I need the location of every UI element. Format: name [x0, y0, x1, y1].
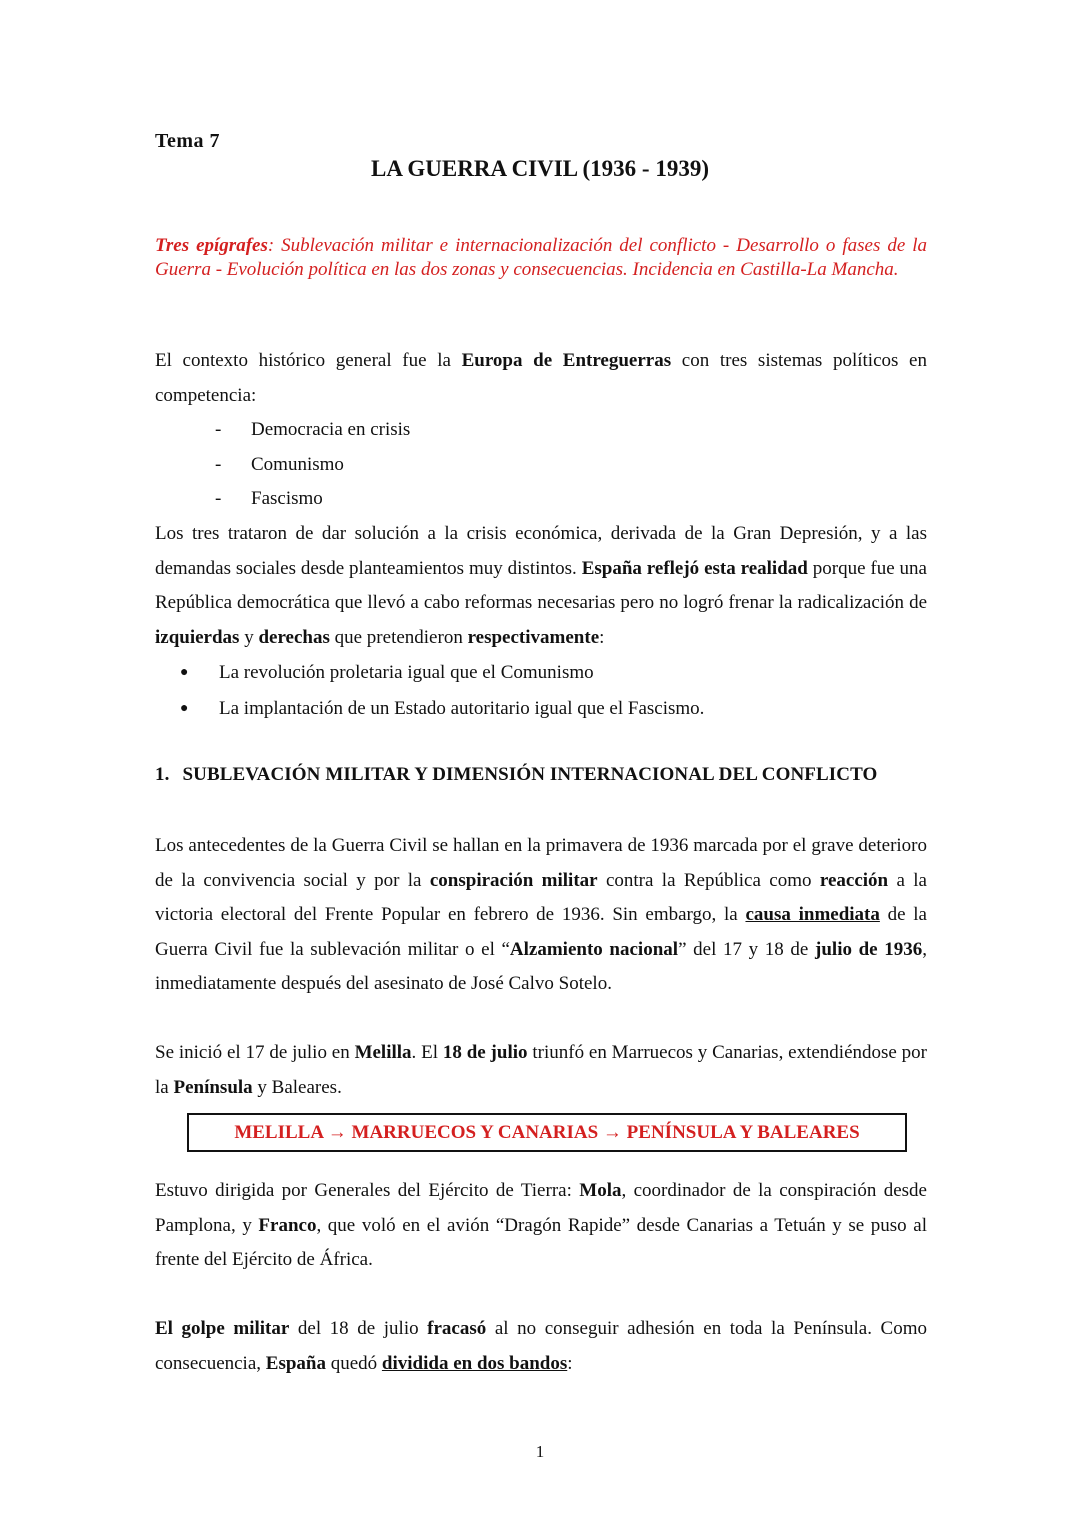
text-run: que pretendieron — [329, 626, 468, 648]
text-run: , coordinador de la conspiración desde Pamplona, y — [155, 1180, 927, 1236]
antecedents-paragraph — [155, 829, 927, 1002]
bullet-icon: ● — [180, 665, 189, 680]
text-run-bold: El golpe militar — [155, 1318, 290, 1339]
text-run: El contexto histórico general fue la — [155, 350, 462, 371]
topic-label: Tema 7 — [155, 130, 221, 152]
text-run: : — [567, 1352, 573, 1374]
text-run: con tres sistemas políticos en competencia: — [155, 350, 927, 406]
text-run-bold: Alzamiento nacional — [509, 938, 679, 960]
text-run-bold-underline: dividida en dos bandos — [381, 1352, 568, 1374]
text-run-bold: derechas — [258, 626, 330, 648]
list-item-label: La implantación de un Estado autoritario igual que el Fascismo. — [219, 698, 705, 719]
list-item-label: Comunismo — [251, 453, 344, 475]
text-run-bold: Europa de Entreguerras — [461, 350, 672, 371]
list-item: - Fascismo — [215, 482, 715, 517]
text-run: Los tres trataron de dar solución a la crisis económica, derivada de la Gran Depresión, y a las demandas sociales desde planteamientos muy distintos. — [155, 523, 927, 579]
list-item-label: La revolución proletaria igual que el Comunismo — [219, 662, 594, 683]
text-run-bold: julio de 1936 — [815, 938, 923, 960]
route-box: MELILLA → MARRUECOS Y CANARIAS → PENÍNSULA Y BALEARES — [187, 1113, 907, 1152]
text-run: Estuvo dirigida por Generales del Ejército de Tierra: — [155, 1180, 580, 1201]
crisis-paragraph — [155, 517, 927, 655]
list-item — [180, 691, 880, 727]
aims-bullet-list — [180, 655, 880, 727]
page-number: 1 — [535, 1442, 545, 1461]
text-run-bold: Melilla — [354, 1042, 412, 1063]
text-run: del 18 de julio — [289, 1318, 428, 1339]
text-run: , inmediatamente después del asesinato de José Calvo Sotelo. — [155, 938, 928, 994]
text-run: triunfó en Marruecos y Canarias, extendiéndose por la — [155, 1042, 928, 1098]
text-run: Los antecedentes de la Guerra Civil se hallan en la primavera de 1936 marcada por el grave deterioro de la convivencia social y por la — [155, 835, 927, 891]
epigrafes-label: Tres epígrafes — [155, 235, 268, 256]
text-run: y Baleares. — [252, 1076, 342, 1098]
intro-paragraph — [155, 344, 927, 413]
text-run-bold: Franco — [258, 1214, 317, 1236]
text-run: ” del 17 y 18 de — [678, 938, 816, 960]
text-run: , que voló en el avión “Dragón Rapide” desde Canarias a Tetuán y se puso al frente del Ejército de África. — [155, 1214, 927, 1270]
systems-list — [215, 413, 715, 517]
text-run-bold: España reflejó esta realidad — [581, 557, 808, 579]
text-run: : — [599, 626, 605, 648]
generals-paragraph — [155, 1174, 927, 1278]
text-run-bold: Mola — [579, 1180, 622, 1201]
text-run: quedó — [325, 1352, 382, 1374]
section-number: 1. — [155, 764, 170, 785]
text-run-bold: Península — [173, 1076, 253, 1098]
list-item-label: Democracia en crisis — [251, 419, 411, 440]
text-run: de la Guerra Civil fue la sublevación militar o el “ — [155, 904, 927, 960]
section-heading — [155, 764, 877, 786]
epigrafes-text: : Sublevación militar e internacionalización del conflicto - Desarrollo o fases de la Guerra - Evolución política en las dos zonas y consecuencias. Incidencia en Castilla-La Mancha. — [155, 235, 927, 280]
list-item — [180, 655, 880, 691]
text-run-bold-underline: causa inmediata — [745, 904, 880, 925]
text-run-bold: 18 de julio — [442, 1042, 528, 1063]
uprising-paragraph — [155, 1036, 927, 1105]
list-item: - Democracia en crisis — [215, 413, 715, 448]
epigrafes-note — [155, 234, 927, 281]
text-run: y — [239, 626, 259, 648]
text-run-bold: conspiración militar — [429, 869, 598, 891]
bullet-icon: ● — [180, 701, 189, 716]
text-run: a la victoria electoral del Frente Popular en febrero de 1936. Sin embargo, la — [155, 869, 927, 925]
text-run-bold: fracasó — [427, 1318, 487, 1339]
coup-paragraph — [155, 1312, 927, 1381]
text-run: contra la República como — [597, 869, 820, 891]
text-run-bold: respectivamente — [467, 626, 600, 648]
list-item: - Comunismo — [215, 448, 715, 483]
text-run-bold: izquierdas — [155, 626, 240, 648]
text-run: Se inició el 17 de julio en — [155, 1042, 355, 1063]
section-title: SUBLEVACIÓN MILITAR Y DIMENSIÓN INTERNACIONAL DEL CONFLICTO — [182, 764, 878, 785]
text-run: al no conseguir adhesión en toda la Península. Como consecuencia, — [155, 1318, 928, 1374]
page-title: LA GUERRA CIVIL (1936 - 1939) — [370, 156, 709, 181]
list-item-label: Fascismo — [251, 488, 323, 509]
text-run: porque fue una República democrática que llevó a cabo reformas necesarias pero no logró frenar la radicalización de — [155, 557, 927, 613]
text-run-bold: reacción — [819, 869, 889, 891]
text-run-bold: España — [265, 1352, 326, 1374]
text-run: . El — [411, 1042, 443, 1063]
